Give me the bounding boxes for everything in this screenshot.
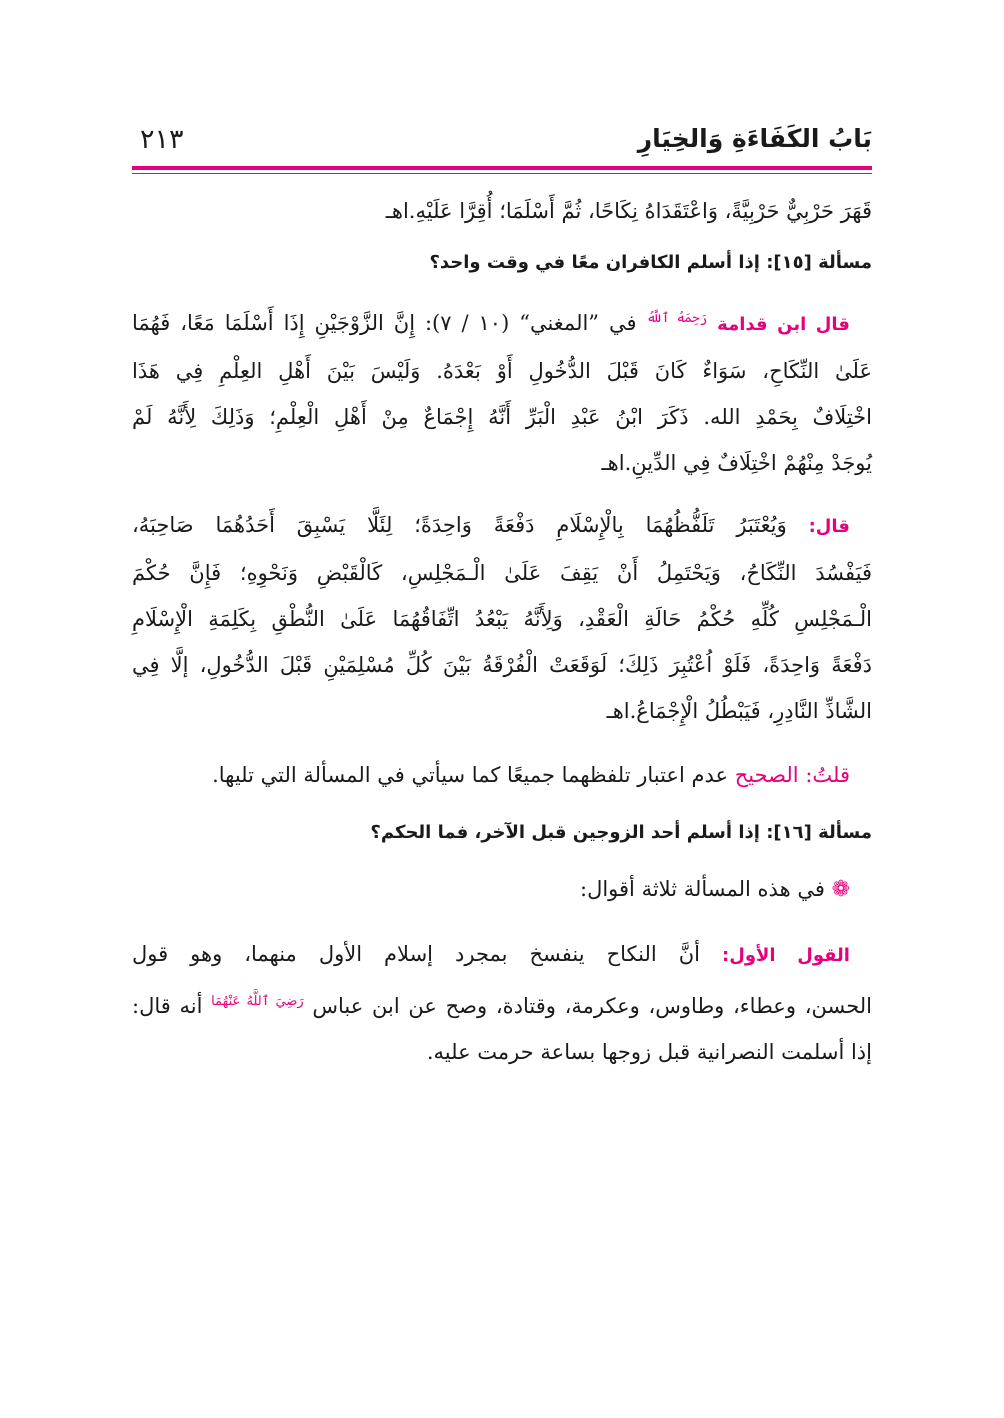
intro-line [132, 188, 872, 234]
question-16-text: إذا أسلم أحد الزوجين قبل الآخر، فما الحكم؟ [370, 822, 760, 843]
rahimahullah-honorific: رَحِمَهُ ٱللَّهُ [646, 311, 708, 326]
question-15-text: إذا أسلم الكافران معًا في وقت واحد؟ [429, 252, 760, 273]
qala-line-5: الشَّاذِّ النَّادِرِ، فَيَبْطُلُ الْإِجْمَاعُ.اهـ [606, 699, 872, 723]
three-opinions-text: في هذه المسألة ثلاثة أقوال: [580, 877, 825, 901]
page-header [132, 120, 872, 166]
ibn-qudama-speaker: قال ابن قدامة [717, 314, 850, 335]
intro-text: قَهَرَ حَرْبِيٌّ حَرْبِيَّةً، وَاعْتَقَدَاهُ نِكَاحًا، ثُمَّ أَسْلَمَا؛ أُقِرَّا عَلَيْهِ.اهـ [385, 199, 872, 223]
first-opinion-line-1: أنَّ النكاح ينفسخ بمجرد إسلام الأول منهما، وهو قول [132, 942, 700, 966]
qala-line-1: وَيُعْتَبَرُ تَلَفُّظُهُمَا بِالْإِسْلَامِ دَفْعَةً وَاحِدَةً؛ لِئَلَّا يَسْبِقَ أَحَدُهُمَا صَاحِبَهُ، [132, 513, 787, 537]
ibn-qudama-line-4: يُوجَدْ مِنْهُمْ اخْتِلَافٌ فِي الدِّينِ.اهـ [601, 451, 872, 475]
qultu-text: عدم اعتبار تلفظهما جميعًا كما سيأتي في المسألة التي تليها. [212, 763, 729, 787]
page-number: ٢١٣ [140, 124, 184, 155]
qala-line-2: فَيَفْسُدَ النِّكَاحُ، وَيَحْتَمِلُ أَنْ يَقِفَ عَلَىٰ الْـمَجْلِسِ، كَالْقَبْضِ وَنَحْوِهِ؛ فَإِنَّ حُكْمَ [132, 561, 872, 585]
ibn-qudama-line-2: عَلَىٰ النِّكَاحِ، سَوَاءٌ كَانَ قَبْلَ الدُّخُولِ أَوْ بَعْدَهُ. وَلَيْسَ بَيْنَ أَهْلِ العِلْمِ فِي هَذَا [132, 359, 872, 383]
ibn-qudama-line-3: اخْتِلَافٌ بِحَمْدِ الله. ذَكَرَ ابْنُ عَبْدِ الْبَرِّ أَنَّهُ إِجْمَاعٌ مِنْ أَهْلِ الْعِلْمِ؛ وَذَلِكَ لِأَنَّهُ لَمْ [132, 405, 872, 429]
ibn-qudama-line-1: في ”المغني“ (١٠ / ٧): إِنَّ الزَّوْجَيْنِ إِذَا أَسْلَمَا مَعًا، فَهُمَا [132, 311, 637, 335]
first-opinion-label: القول الأول: [722, 945, 850, 966]
header-rule-thick [132, 166, 872, 170]
question-15 [132, 248, 872, 278]
qala-speaker: قال: [808, 516, 850, 537]
first-opinion-line-2a: الحسن، وعطاء، وطاوس، وعكرمة، وقتادة، وصح عن ابن عباس [312, 994, 872, 1018]
question-16-label: مسألة [١٦]: [766, 822, 872, 843]
flower-bullet-icon: ❁ [831, 877, 850, 902]
qala-line-4: دَفْعَةً وَاحِدَةً، فَلَوْ اُعْتُبِرَ ذَلِكَ؛ لَوَقَعَتْ الْفُرْقَةُ بَيْنَ كُلِّ مُسْلِمَيْنِ قَبْلَ الدُّخُولِ، إلَّا فِي [132, 653, 872, 677]
qala-line-3: الْـمَجْلِسِ كُلِّهِ حُكْمُ حَالَةِ الْعَقْدِ، وَلِأَنَّهُ يَبْعُدُ اتِّفَاقُهُمَا عَلَىٰ النُّطْقِ بِكَلِمَةِ الْإِسْلَامِ [132, 607, 872, 631]
radiyallahu-honorific: رَضِيَ ٱللَّهُ عَنْهُمَا [211, 994, 304, 1009]
chapter-title: بَابُ الكَفَاءَةِ وَالخِيَارِ [637, 124, 872, 153]
qultu-speaker: قلتُ: [805, 763, 850, 787]
qultu-paragraph [132, 752, 872, 798]
sahih-highlight: الصحيح [734, 763, 799, 787]
first-opinion-paragraph [132, 931, 872, 1075]
book-page [132, 120, 872, 1075]
first-opinion-line-3: إذا أسلمت النصرانية قبل زوجها بساعة حرمت عليه. [426, 1040, 872, 1064]
question-15-label: مسألة [١٥]: [766, 252, 872, 273]
first-opinion-line-2b: أنه قال: [132, 994, 203, 1018]
qala-paragraph [132, 502, 872, 734]
three-opinions-line [132, 866, 872, 913]
question-16 [132, 818, 872, 848]
ibn-qudama-paragraph [132, 296, 872, 486]
